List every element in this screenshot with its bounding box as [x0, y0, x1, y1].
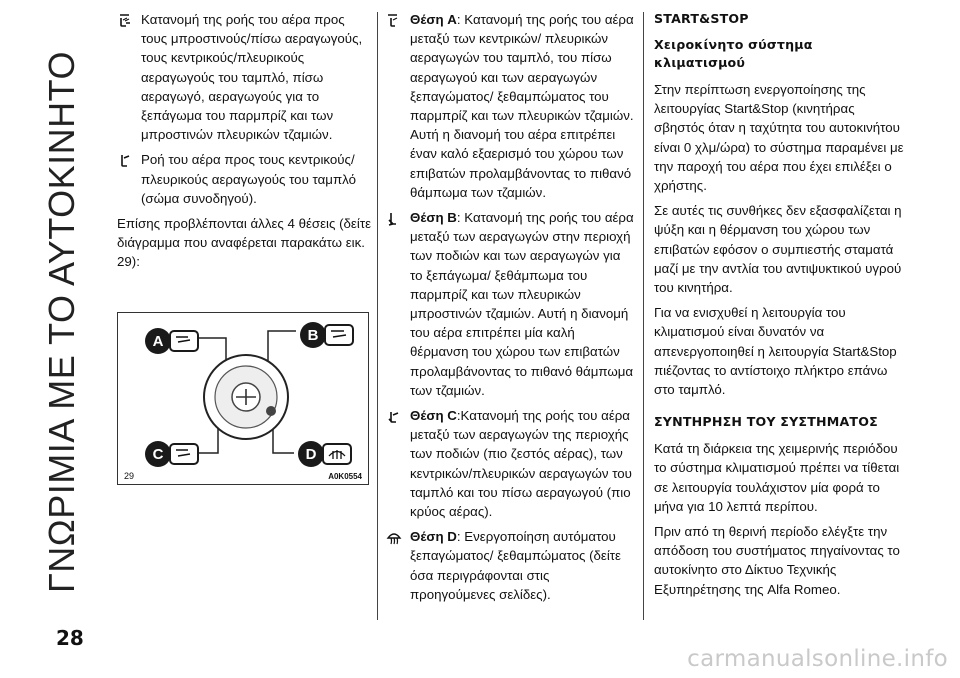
start-stop-para-1: Στην περίπτωση ενεργοποίησης της λειτουργίας Start&Stop (κινητήρας σβηστός όταν η ταχύτητα του αυτοκινήτου είναι 0 χλμ/ώρα) το σύστημα παραμένει με την παροχή του αέρα που έχει επιλέξει ο χρήστης.	[654, 82, 904, 194]
airflow-all-vents-icon	[117, 12, 133, 28]
position-c-icon	[386, 408, 402, 424]
start-stop-para-2: Σε αυτές τις συνθήκες δεν εξασφαλίζεται η ψύξη και η θέρμανση του χώρου των επιβατών εφόσον ο συμπιεστής σταματά μαζί με την αντλία του αντιψυκτικού υγρού του κινητήρα.	[654, 203, 902, 296]
column-2	[386, 10, 634, 610]
airflow-all-vents-item	[117, 10, 372, 144]
windshield-defrost-icon	[386, 529, 402, 545]
airflow-dash-vents-item	[117, 150, 372, 208]
column-divider-1	[377, 12, 378, 620]
distribution-knob-diagram	[117, 312, 369, 485]
position-d-item	[386, 527, 634, 604]
maintenance-para-1: Κατά τη διάρκεια της χειμερινής περιόδου το σύστημα κλιματισμού πρέπει να τίθεται σε λειτουργία τουλάχιστον μία φορά το μήνα για 10 λεπτά περίπου.	[654, 441, 900, 514]
column-1	[117, 10, 372, 278]
figure-number: 29	[124, 471, 135, 481]
position-c-label: Θέση C	[410, 408, 457, 424]
knob-label-a: A	[152, 333, 164, 350]
figure-code: A0K0554	[328, 472, 362, 481]
position-c-item	[386, 406, 634, 521]
position-a-item	[386, 10, 634, 202]
page-number: 28	[56, 626, 84, 650]
knob-label-b: B	[307, 327, 319, 344]
start-stop-para-3: Για να ενισχυθεί η λειτουργία του κλιματισμού είναι δυνατόν να απενεργοποιηθεί η λειτουργία Start&Stop πιέζοντας το αντίστοιχο πλήκτρο επάνω στο ταμπλό.	[654, 305, 897, 398]
start-stop-heading: START&STOP	[654, 11, 749, 26]
position-b-label: Θέση B	[410, 210, 457, 226]
knob-label-d: D	[305, 446, 317, 463]
knob-diagram-svg	[118, 313, 368, 484]
position-b-text: : Κατανομή της ροής του αέρα μεταξύ των αεραγωγών στην περιοχή των ποδιών και των αεραγωγών για το ξεπάγωμα/ ξεθάμπωμα του παρμπρίζ και των πλευρικών μπροστινών τζαμιών. Αυτή η διανομή του αέρα επιτρέπει μία καλή θέρμανση του χώρου των επιβατών προλαμβάνοντας το πιθανό θάμπωμα των τζαμιών.	[410, 210, 634, 398]
knob-label-c: C	[152, 446, 164, 463]
position-c-text: :Κατανομή της ροής του αέρα μεταξύ των αεραγωγών της περιοχής των ποδιών (πιο ζεστός αέρας), των κεντρικών/πλευρικών αεραγωγών του ταμπλό και του πίσω αεραγωγού (πιο κρύος αέρας).	[410, 408, 632, 520]
position-a-label: Θέση A	[410, 12, 457, 27]
maintenance-para-2: Πριν από τη θερινή περίοδο ελέγξτε την απόδοση του συστήματος πηγαίνοντας το αυτοκίνητο στο Δίκτυο Τεχνικής Εξυπηρέτησης της Alfa Romeo.	[654, 524, 900, 597]
airflow-dash-vents-text: Ροή του αέρα προς τους κεντρικούς/πλευρικούς αεραγωγούς του ταμπλό (σώμα συνοδηγού).	[141, 152, 356, 206]
position-d-text: : Ενεργοποίηση αυτόματου ξεπαγώματος/ ξεθαμπώματος (δείτε όσα περιγράφονται στις προηγούμενες σελίδες).	[410, 529, 621, 602]
position-a-text: : Κατανομή της ροής του αέρα μεταξύ των κεντρικών/ πλευρικών αεραγωγών του ταμπλό, του πίσω αεραγωγού και των αεραγωγών ξεπαγώματος/ ξεθαμπώματος του παρμπρίζ και των πλευρικών τζαμιών. Αυτή η διανομή του αέρα επιτρέπει έναν καλό εξαερισμό του χώρου των επιβατών προλαμβάνοντας το πιθανό θάμπωμα των τζαμιών.	[410, 12, 634, 200]
airflow-dash-vents-icon	[117, 152, 133, 168]
position-d-label: Θέση D	[410, 529, 457, 545]
position-b-icon	[386, 210, 402, 226]
position-a-icon	[386, 12, 402, 28]
maintenance-heading: ΣΥΝΤΗΡΗΣΗ ΤΟΥ ΣΥΣΤΗΜΑΤΟΣ	[654, 414, 878, 430]
watermark: carmanualsonline.info	[687, 646, 948, 672]
section-title: ΓΝΩΡΙΜΙΑ ΜΕ ΤΟ ΑΥΤΟΚΙΝΗΤΟ	[41, 50, 82, 594]
positions-intro: Επίσης προβλέπονται άλλες 4 θέσεις (δείτε διάγραμμα που αναφέρεται παρακάτω εικ. 29):	[117, 216, 371, 270]
manual-climate-heading: Χειροκίνητο σύστημα κλιματισμού	[654, 37, 813, 70]
airflow-all-vents-text: Κατανομή της ροής του αέρα προς τους μπροστινούς/πίσω αεραγωγούς, τους κεντρικούς/πλευρικούς αεραγωγούς του ταμπλό, πίσω αεραγωγό, αεραγωγούς για το ξεπάγωμα του παρμπρίζ και των μπροστινών πλευρικών τζαμιών.	[141, 12, 363, 143]
position-b-item	[386, 208, 634, 400]
column-3	[654, 10, 904, 605]
column-divider-2	[643, 12, 644, 620]
